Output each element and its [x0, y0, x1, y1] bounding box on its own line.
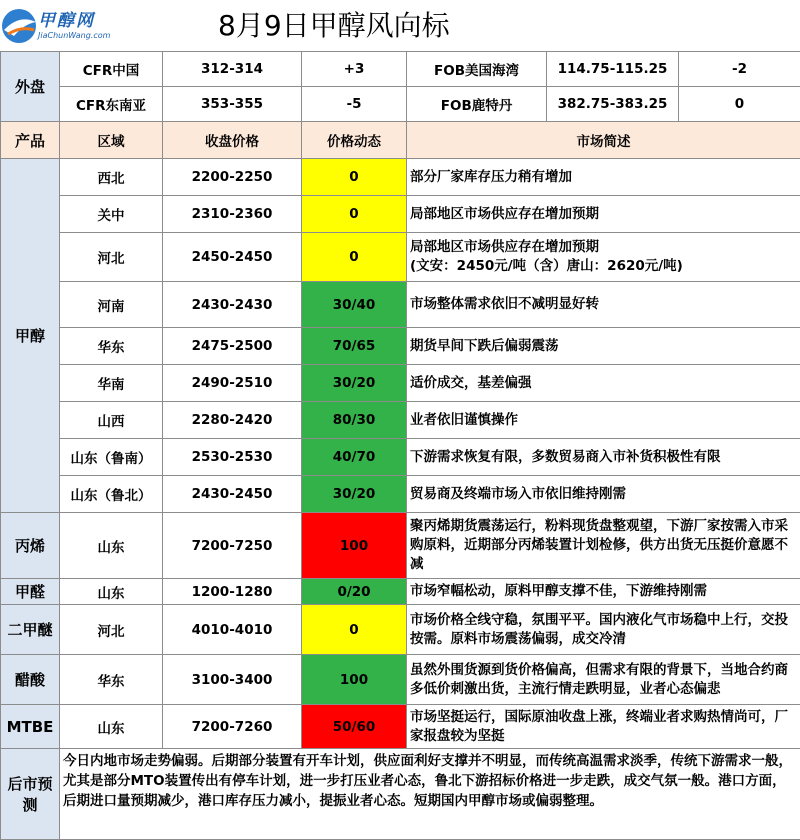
- price-cell: 2490-2510: [163, 365, 302, 402]
- dynamic-cell: 50/60: [302, 705, 407, 749]
- forecast-row: [1, 749, 800, 840]
- dynamic-cell: 40/70: [302, 439, 407, 476]
- header: [0, 0, 800, 51]
- dynamic-cell: 100: [302, 513, 407, 579]
- market-name: FOB美国海湾: [407, 52, 547, 87]
- table-row: [1, 705, 800, 749]
- summary-cell: 局部地区市场供应存在增加预期: [407, 196, 800, 233]
- dynamic-cell: 0: [302, 605, 407, 655]
- table-row: [1, 439, 800, 476]
- product-label: 丙烯: [1, 513, 60, 579]
- summary-cell: 适价成交，基差偏强: [407, 365, 800, 402]
- price-cell: 2280-2420: [163, 402, 302, 439]
- table-row: [1, 605, 800, 655]
- logo-text: 甲醇网: [38, 6, 95, 31]
- market-change: +3: [302, 52, 407, 87]
- header-region: 区域: [60, 122, 163, 159]
- summary-cell: 市场坚挺运行，国际原油收盘上涨，终端业者求购热情尚可，厂家报盘较为坚挺: [407, 705, 800, 749]
- product-label: 醋酸: [1, 655, 60, 705]
- table-row: [1, 365, 800, 402]
- summary-cell: 虽然外围货源到货价格偏高，但需求有限的背景下，当地合约商多低价刺激出货，主流行情走跌明显，业者心态偏悲: [407, 655, 800, 705]
- region-cell: 山东: [60, 705, 163, 749]
- logo-icon: [0, 4, 40, 48]
- price-cell: 4010-4010: [163, 605, 302, 655]
- logo: [0, 0, 118, 51]
- price-cell: 2430-2450: [163, 476, 302, 513]
- region-cell: 山西: [60, 402, 163, 439]
- product-label: 二甲醚: [1, 605, 60, 655]
- market-price: 353-355: [163, 87, 302, 122]
- header-product: 产品: [1, 122, 60, 159]
- region-cell: 华东: [60, 328, 163, 365]
- summary-cell: 市场整体需求依旧不减明显好转: [407, 282, 800, 328]
- price-cell: 3100-3400: [163, 655, 302, 705]
- external-label: 外盘: [1, 52, 60, 122]
- forecast-text: 今日内地市场走势偏弱。后期部分装置有开车计划，供应面利好支撑并不明显，而传统高温需求淡季，传统下游需求一般，尤其是部分MTO装置传出有停车计划，进一步打压业者心态，鲁北下游招标价格进一步走跌，成交气氛一般。港口方面，后期进口量预期减少，港口库存压力减小，提振业者心态。短期国内甲醇市场或偏弱整理。: [60, 749, 800, 840]
- header-summary: 市场简述: [407, 122, 800, 159]
- price-cell: 1200-1280: [163, 579, 302, 605]
- dynamic-cell: 30/20: [302, 365, 407, 402]
- summary-cell: 局部地区市场供应存在增加预期 (文安：2450元/吨（含）唐山：2620元/吨): [407, 233, 800, 282]
- dynamic-cell: 30/20: [302, 476, 407, 513]
- table-row: [1, 579, 800, 605]
- region-cell: 华东: [60, 655, 163, 705]
- price-cell: 2475-2500: [163, 328, 302, 365]
- summary-cell: 业者依旧谨慎操作: [407, 402, 800, 439]
- product-label: 甲醇: [1, 159, 60, 513]
- header-dynamics: 价格动态: [302, 122, 407, 159]
- market-change: -5: [302, 87, 407, 122]
- region-cell: 河南: [60, 282, 163, 328]
- logo-url: JiaChunWang.com: [38, 31, 110, 40]
- table-row: [1, 402, 800, 439]
- price-cell: 2530-2530: [163, 439, 302, 476]
- summary-cell: 市场价格全线守稳，氛围平平。国内液化气市场稳中上行，交投按需。原料市场震荡偏弱，成交冷清: [407, 605, 800, 655]
- price-cell: 7200-7260: [163, 705, 302, 749]
- market-price: 312-314: [163, 52, 302, 87]
- summary-cell: 部分厂家库存压力稍有增加: [407, 159, 800, 196]
- table-row: [1, 476, 800, 513]
- summary-cell: 贸易商及终端市场入市依旧维持刚需: [407, 476, 800, 513]
- product-label: MTBE: [1, 705, 60, 749]
- summary-cell: 市场窄幅松动，原料甲醇支撑不佳，下游维持刚需: [407, 579, 800, 605]
- header-price: 收盘价格: [163, 122, 302, 159]
- region-cell: 华南: [60, 365, 163, 402]
- dynamic-cell: 0: [302, 159, 407, 196]
- market-table: [0, 51, 800, 840]
- table-row: [1, 655, 800, 705]
- product-label: 甲醛: [1, 579, 60, 605]
- market-name: FOB鹿特丹: [407, 87, 547, 122]
- external-row: [1, 87, 800, 122]
- column-header-row: [1, 122, 800, 159]
- market-price: 382.75-383.25: [547, 87, 679, 122]
- table-row: [1, 159, 800, 196]
- table-row: [1, 328, 800, 365]
- region-cell: 山东: [60, 513, 163, 579]
- summary-cell: 聚丙烯期货震荡运行，粉料现货盘整观望，下游厂家按需入市采购原料，近期部分丙烯装置计划检修，供方出货无压挺价意愿不减: [407, 513, 800, 579]
- dynamic-cell: 0: [302, 233, 407, 282]
- page-title: 8月9日甲醇风向标: [118, 0, 800, 51]
- price-cell: 2200-2250: [163, 159, 302, 196]
- dynamic-cell: 100: [302, 655, 407, 705]
- table-row: [1, 196, 800, 233]
- external-row: [1, 52, 800, 87]
- region-cell: 山东（鲁南）: [60, 439, 163, 476]
- region-cell: 山东: [60, 579, 163, 605]
- region-cell: 山东（鲁北）: [60, 476, 163, 513]
- table-row: [1, 233, 800, 282]
- region-cell: 西北: [60, 159, 163, 196]
- dynamic-cell: 70/65: [302, 328, 407, 365]
- price-cell: 2430-2430: [163, 282, 302, 328]
- region-cell: 河北: [60, 605, 163, 655]
- price-cell: 7200-7250: [163, 513, 302, 579]
- market-change: 0: [679, 87, 800, 122]
- dynamic-cell: 30/40: [302, 282, 407, 328]
- market-price: 114.75-115.25: [547, 52, 679, 87]
- summary-cell: 下游需求恢复有限，多数贸易商入市补货积极性有限: [407, 439, 800, 476]
- market-name: CFR东南亚: [60, 87, 163, 122]
- price-cell: 2310-2360: [163, 196, 302, 233]
- region-cell: 河北: [60, 233, 163, 282]
- dynamic-cell: 0: [302, 196, 407, 233]
- table-row: [1, 282, 800, 328]
- market-name: CFR中国: [60, 52, 163, 87]
- market-change: -2: [679, 52, 800, 87]
- price-cell: 2450-2450: [163, 233, 302, 282]
- table-row: [1, 513, 800, 579]
- dynamic-cell: 0/20: [302, 579, 407, 605]
- forecast-label: 后市预测: [1, 749, 60, 840]
- summary-cell: 期货早间下跌后偏弱震荡: [407, 328, 800, 365]
- region-cell: 关中: [60, 196, 163, 233]
- dynamic-cell: 80/30: [302, 402, 407, 439]
